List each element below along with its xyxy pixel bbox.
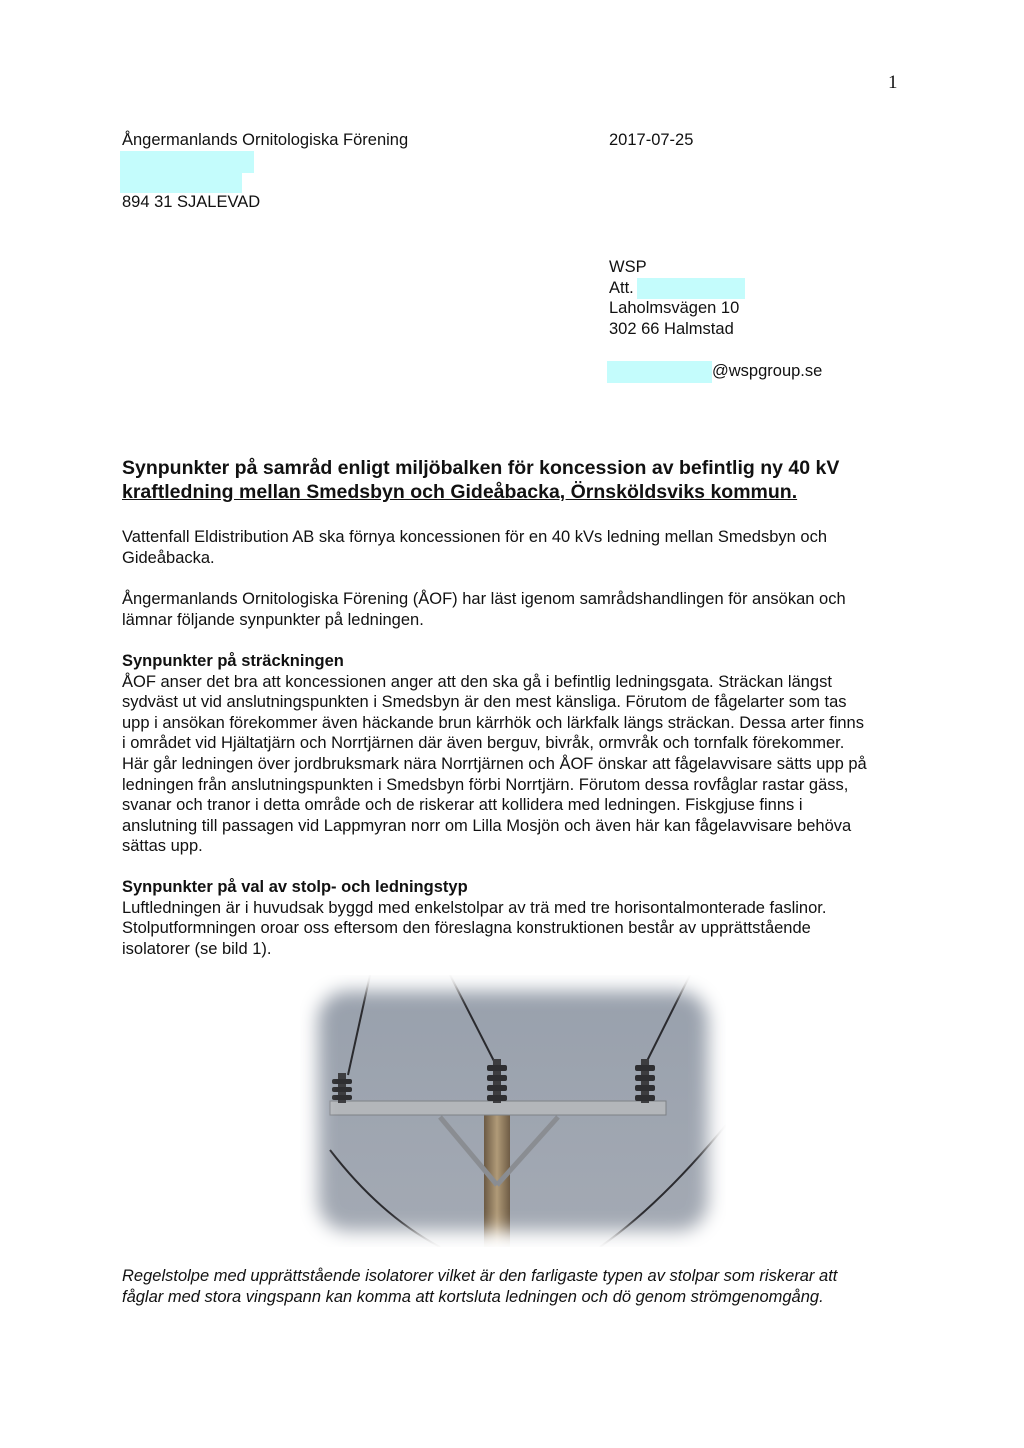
recipient-street: Laholmsvägen 10: [609, 299, 740, 317]
intro-paragraph-1: [122, 527, 912, 568]
page-number: 1: [888, 72, 898, 93]
section-line: isolatorer (se bild 1).: [122, 939, 272, 958]
section-pole-type: [122, 877, 912, 959]
intro-1-line: Gideåbacka.: [122, 548, 215, 567]
section-line: sättas upp.: [122, 837, 203, 856]
sender-org: Ångermanlands Ornitologiska Förening: [122, 131, 409, 149]
insulator-center: [487, 1059, 507, 1103]
section-line: i området vid Hjältatjärn och Norrtjärnen där även berguv, bivråk, ormvråk och tornfalk förekommer.: [122, 734, 845, 753]
recipient-email-domain: @wspgroup.se: [712, 362, 823, 380]
title-line-2: kraftledning mellan Smedsbyn och Gideåbacka, Örnsköldsviks kommun.: [122, 481, 798, 503]
section-heading: Synpunkter på sträckningen: [122, 652, 344, 670]
section-route: [122, 651, 912, 857]
redaction-box-email-user: [607, 361, 712, 383]
section-line: Luftledningen är i huvudsak byggd med enkelstolpar av trä med tre horisontalmonterade faslinor.: [122, 898, 827, 917]
sender-postal: 894 31 SJALEVAD: [122, 193, 261, 211]
recipient-att: Att.: [609, 279, 634, 297]
caption-line: Regelstolpe med upprättstående isolatorer vilket är den farligaste typen av stolpar som riskerar att: [122, 1267, 838, 1285]
redaction-box-sender-street: [120, 151, 254, 173]
crossarm: [330, 1101, 666, 1115]
intro-1-line: Vattenfall Eldistribution AB ska förnya koncessionen för en 40 kVs ledning mellan Smedsbyn och: [122, 528, 828, 546]
redaction-box-recipient-name: [637, 278, 745, 299]
section-line: Stolputformningen oroar oss eftersom den föreslagna konstruktionen består av upprättstående: [122, 919, 811, 938]
document-title: [122, 456, 912, 504]
caption-line: fåglar med stora vingspann kan komma att kortsluta ledningen och dö genom strömgenomgång.: [122, 1287, 824, 1306]
section-line: upp i ansökan förekommer även häckande brun kärrhök och lärkfalk längs sträckan. Dessa arter finns: [122, 713, 864, 732]
insulator-right: [635, 1059, 655, 1103]
section-line: ÅOF anser det bra att koncessionen anger att den ska gå i befintlig ledningsgata. Sträckan längst: [122, 672, 832, 691]
section-line: sydväst ut vid anslutningspunkten i Smedsbyn är den mest känsliga. Förutom de fågelarter som tas: [122, 693, 847, 712]
letter-date: 2017-07-25: [609, 131, 694, 149]
intro-paragraph-2: [122, 589, 912, 630]
section-line: ledningen från anslutningspunkten i Smedsbyn förbi Norrtjärn. Förutom dessa rovfåglar rastar gäss,: [122, 775, 849, 794]
redaction-box-sender-box: [120, 173, 242, 193]
section-heading: Synpunkter på val av stolp- och ledningstyp: [122, 878, 468, 896]
photo-caption: [122, 1266, 912, 1307]
section-line: anslutning till passagen vid Lappmyran norr om Lilla Mosjön och även här kan fågelavvisare behöva: [122, 816, 852, 835]
intro-2-line: lämnar följande synpunkter på ledningen.: [122, 610, 424, 629]
section-line: Här går ledningen över jordbruksmark nära Norrtjärnen och ÅOF önskar att fågelavvisare sätts upp på: [122, 754, 867, 773]
recipient-company: WSP: [609, 258, 647, 276]
intro-2-line: Ångermanlands Ornitologiska Förening (ÅOF) har läst igenom samrådshandlingen för ansökan och: [122, 590, 846, 608]
title-line-1: Synpunkter på samråd enligt miljöbalken för koncession av befintlig ny 40 kV: [122, 457, 840, 479]
recipient-city: 302 66 Halmstad: [609, 320, 734, 338]
section-line: svanar och tranor i detta område och de riskerar att kollidera med ledningen. Fiskgjuse finns i: [122, 796, 803, 815]
utility-pole-photo: [300, 975, 726, 1247]
